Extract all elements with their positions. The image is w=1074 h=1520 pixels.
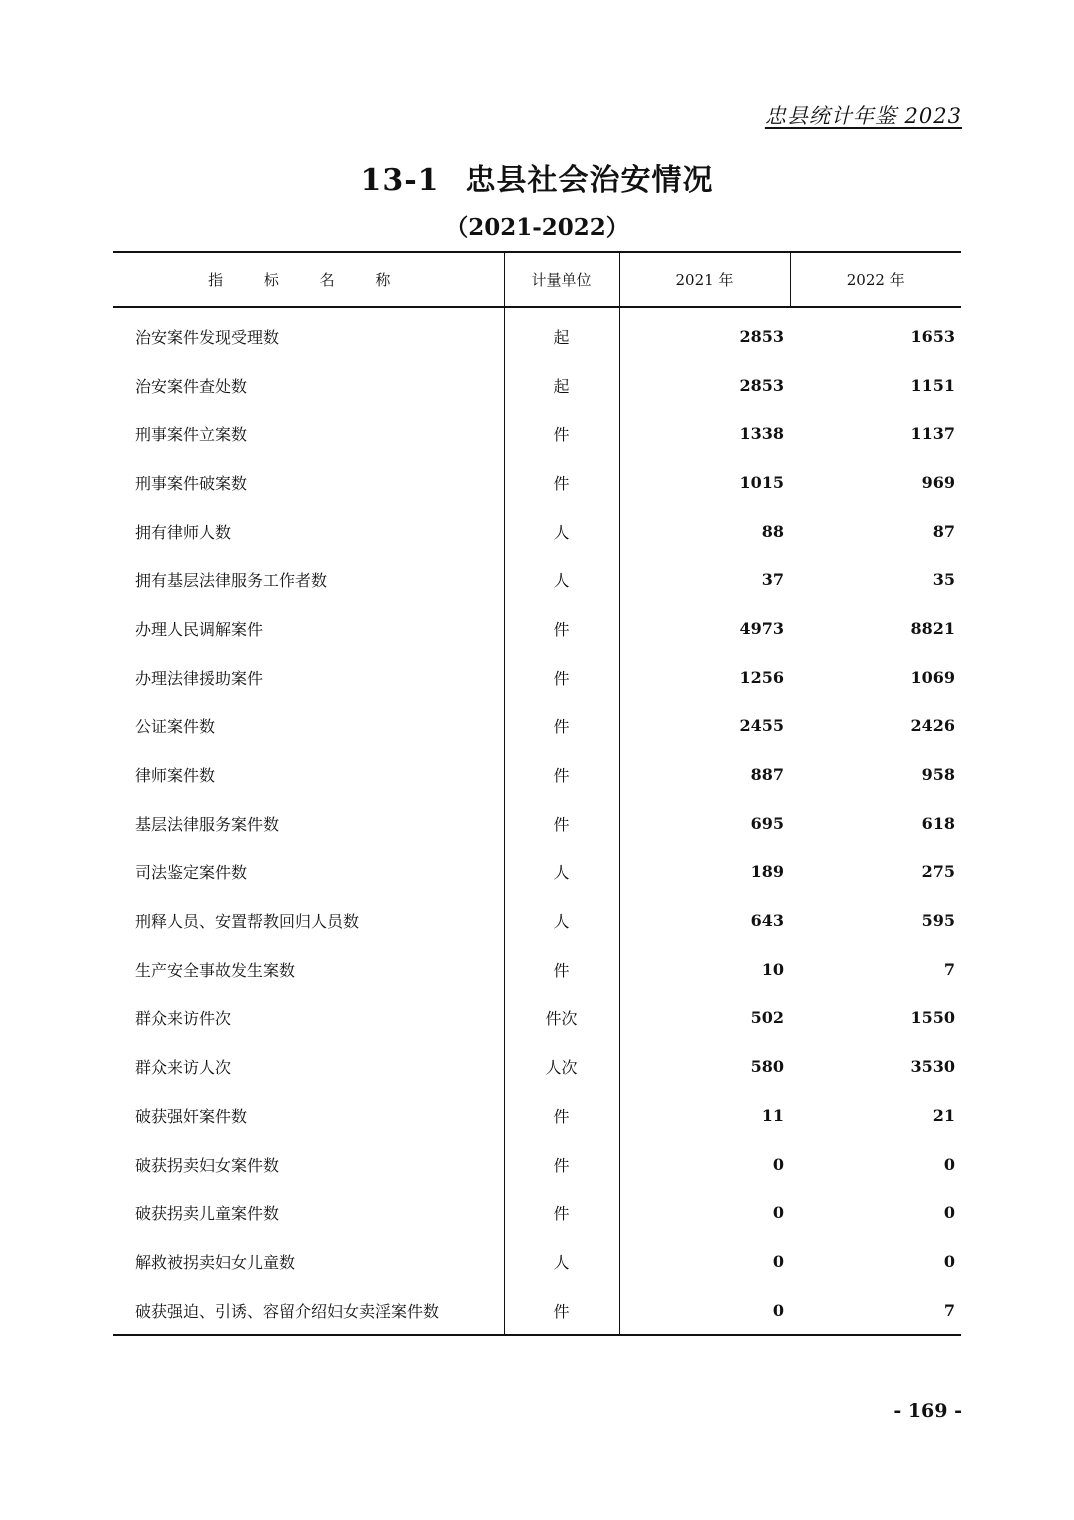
table-row — [113, 361, 961, 410]
value-2021-cell: 643 — [750, 911, 784, 931]
value-2021-cell: 1338 — [739, 424, 784, 444]
unit-cell: 起 — [504, 361, 619, 410]
table-row — [113, 799, 961, 848]
value-2022-cell: 618 — [921, 813, 955, 833]
value-2022-cell: 0 — [943, 1203, 955, 1223]
value-2021-cell: 37 — [761, 570, 784, 590]
table-row — [113, 653, 961, 702]
value-2021-cell: 4973 — [739, 618, 784, 638]
value-2022-cell: 21 — [932, 1105, 955, 1125]
running-head: 忠县统计年鉴 2023 — [764, 104, 962, 128]
unit-cell: 件 — [504, 799, 619, 848]
header-indicator-name: 指 标 名 称 — [113, 252, 504, 307]
value-2021-cell: 10 — [761, 959, 784, 979]
unit-cell: 件 — [504, 750, 619, 799]
statistics-table — [113, 251, 961, 1336]
unit-cell: 人次 — [504, 1042, 619, 1091]
value-2022-cell: 8821 — [910, 618, 955, 638]
value-2022-cell: 1653 — [910, 326, 955, 346]
value-2022-cell: 1151 — [910, 375, 955, 395]
table-row — [113, 1091, 961, 1140]
unit-cell: 件 — [504, 1091, 619, 1140]
indicator-name-cell: 治安案件查处数 — [135, 376, 248, 396]
indicator-name-cell: 破获强奸案件数 — [135, 1106, 248, 1126]
table-row — [113, 1140, 961, 1189]
table-row — [113, 307, 961, 361]
indicator-name-cell: 刑事案件破案数 — [135, 473, 248, 493]
value-2022-cell: 1069 — [910, 667, 955, 687]
header-unit: 计量单位 — [504, 252, 619, 307]
value-2022-cell: 1137 — [910, 424, 955, 444]
unit-cell: 人 — [504, 1237, 619, 1286]
value-2022-cell: 969 — [921, 472, 955, 492]
value-2021-cell: 88 — [761, 521, 784, 541]
indicator-name-cell: 刑释人员、安置帮教回归人员数 — [135, 912, 360, 932]
value-2022-cell: 2426 — [910, 716, 955, 736]
indicator-name-cell: 破获拐卖儿童案件数 — [135, 1204, 280, 1224]
indicator-name-cell: 拥有律师人数 — [135, 522, 232, 542]
value-2022-cell: 1550 — [910, 1008, 955, 1028]
value-2021-cell: 887 — [750, 765, 784, 785]
table-row — [113, 1237, 961, 1286]
value-2021-cell: 2455 — [739, 716, 784, 736]
value-2022-cell: 35 — [932, 570, 955, 590]
value-2021-cell: 1015 — [739, 472, 784, 492]
value-2022-cell: 3530 — [910, 1057, 955, 1077]
value-2022-cell: 595 — [921, 911, 955, 931]
unit-cell: 件 — [504, 653, 619, 702]
unit-cell: 件 — [504, 409, 619, 458]
indicator-name-cell: 生产安全事故发生案数 — [135, 960, 296, 980]
title-block — [0, 155, 1074, 242]
indicator-name-cell: 拥有基层法律服务工作者数 — [135, 571, 328, 591]
value-2021-cell: 2853 — [739, 326, 784, 346]
table-row — [113, 1188, 961, 1237]
unit-cell: 人 — [504, 507, 619, 556]
indicator-name-cell: 破获拐卖妇女案件数 — [135, 1155, 280, 1175]
value-2022-cell: 275 — [921, 862, 955, 882]
value-2021-cell: 1256 — [739, 667, 784, 687]
value-2022-cell: 958 — [921, 765, 955, 785]
indicator-name-cell: 办理法律援助案件 — [135, 668, 264, 688]
indicator-name-cell: 司法鉴定案件数 — [135, 863, 248, 883]
value-2022-cell: 7 — [790, 1286, 961, 1336]
indicator-name-cell: 群众来访件次 — [135, 1009, 232, 1029]
unit-cell: 件 — [504, 604, 619, 653]
table-header-row — [113, 252, 961, 307]
table-number: 13-1 — [360, 163, 440, 198]
indicator-name-cell: 办理人民调解案件 — [135, 619, 264, 639]
value-2021-cell: 695 — [750, 813, 784, 833]
value-2022-cell: 87 — [932, 521, 955, 541]
indicator-name-cell: 律师案件数 — [135, 766, 216, 786]
indicator-name-cell: 公证案件数 — [135, 717, 216, 737]
table-row — [113, 702, 961, 751]
indicator-name-cell: 刑事案件立案数 — [135, 425, 248, 445]
table-row — [113, 1286, 961, 1336]
table-row — [113, 750, 961, 799]
value-2021-cell: 0 — [772, 1251, 784, 1271]
title-text: 忠县社会治安情况 — [465, 163, 714, 198]
page-number: - 169 - — [893, 1400, 962, 1422]
header-2022: 2022 年 — [790, 252, 961, 307]
table-row — [113, 604, 961, 653]
unit-cell: 件 — [504, 1286, 619, 1336]
table-row — [113, 945, 961, 994]
table-row — [113, 994, 961, 1043]
table-row — [113, 409, 961, 458]
indicator-name-cell: 基层法律服务案件数 — [135, 814, 280, 834]
unit-cell: 件 — [504, 1188, 619, 1237]
unit-cell: 件次 — [504, 994, 619, 1043]
indicator-name-cell: 群众来访人次 — [135, 1058, 232, 1078]
indicator-name-cell: 治安案件发现受理数 — [135, 327, 280, 347]
unit-cell: 起 — [504, 307, 619, 361]
indicator-name-cell: 解救被拐卖妇女儿童数 — [135, 1252, 296, 1272]
value-2021-cell: 11 — [761, 1105, 784, 1125]
value-2021-cell: 0 — [772, 1154, 784, 1174]
table-row — [113, 1042, 961, 1091]
unit-cell: 件 — [504, 458, 619, 507]
table-body — [113, 307, 961, 1335]
unit-cell: 件 — [504, 945, 619, 994]
value-2021-cell: 2853 — [739, 375, 784, 395]
value-2021-cell: 502 — [750, 1008, 784, 1028]
header-2021: 2021 年 — [619, 252, 790, 307]
value-2021-cell: 0 — [772, 1203, 784, 1223]
value-2021-cell: 580 — [750, 1057, 784, 1077]
table-row — [113, 848, 961, 897]
unit-cell: 件 — [504, 1140, 619, 1189]
value-2022-cell: 0 — [943, 1251, 955, 1271]
unit-cell: 人 — [504, 896, 619, 945]
table-row — [113, 555, 961, 604]
indicator-name-cell: 破获强迫、引诱、容留介绍妇女卖淫案件数 — [113, 1286, 504, 1336]
value-2021-cell: 0 — [619, 1286, 790, 1336]
page-title — [0, 155, 1074, 199]
value-2022-cell: 7 — [943, 959, 955, 979]
page-subtitle: （2021-2022） — [445, 214, 629, 241]
table-row — [113, 896, 961, 945]
value-2021-cell: 189 — [750, 862, 784, 882]
unit-cell: 人 — [504, 848, 619, 897]
table-row — [113, 507, 961, 556]
unit-cell: 件 — [504, 702, 619, 751]
unit-cell: 人 — [504, 555, 619, 604]
value-2022-cell: 0 — [943, 1154, 955, 1174]
table-row — [113, 458, 961, 507]
